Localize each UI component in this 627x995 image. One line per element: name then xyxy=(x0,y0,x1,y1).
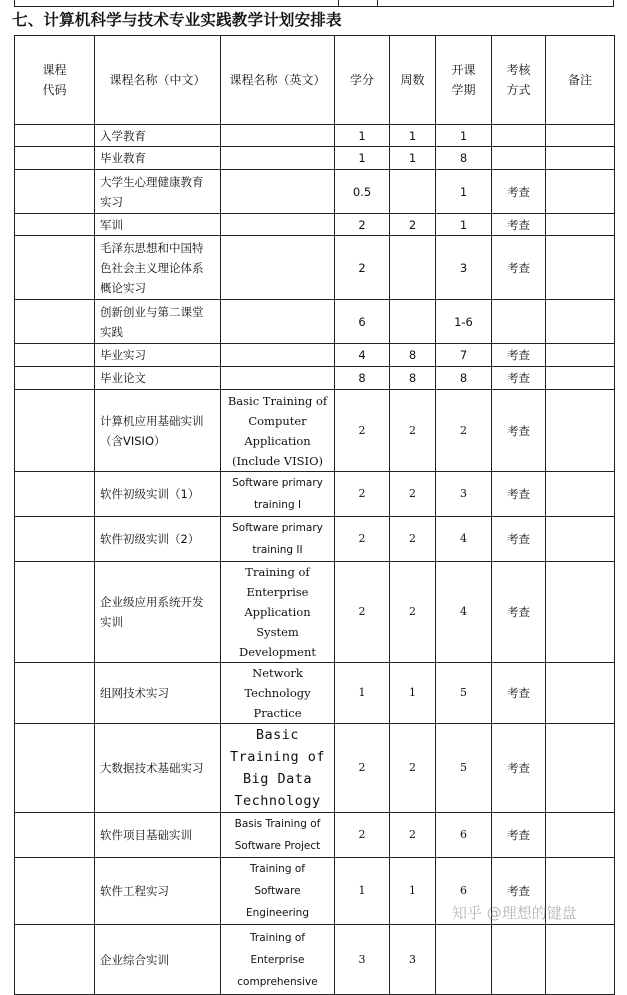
cell-course-name-en: Software primary training I xyxy=(221,472,335,517)
watermark: 知乎 @理想的键盘 xyxy=(452,904,577,922)
table-row xyxy=(15,813,615,858)
table-row xyxy=(15,517,615,562)
cell-course-name-en: Network Technology Practice xyxy=(221,663,335,724)
cell-weeks: 3 xyxy=(390,925,436,995)
cell-term: 4 xyxy=(436,562,492,663)
cell-course-name-cn: 企业级应用系统开发 实训 xyxy=(95,562,221,663)
cell-note xyxy=(546,367,615,390)
cell-exam-method xyxy=(492,147,546,170)
header-course-code: 课程 代码 xyxy=(15,36,95,125)
table-row xyxy=(15,147,615,170)
cell-exam-method: 考查 xyxy=(492,858,546,925)
cell-note xyxy=(546,390,615,472)
cell-term: 8 xyxy=(436,367,492,390)
cell-course-name-en xyxy=(221,147,335,170)
previous-table-divider xyxy=(338,0,339,6)
cell-course-name-en xyxy=(221,214,335,236)
cell-term: 4 xyxy=(436,517,492,562)
cell-term: 6 xyxy=(436,858,492,925)
table-row xyxy=(15,724,615,813)
cell-credit: 2 xyxy=(335,236,390,300)
cell-course-code xyxy=(15,170,95,214)
cell-note xyxy=(546,147,615,170)
header-course-name-cn: 课程名称（中文） xyxy=(95,36,221,125)
cell-note xyxy=(546,236,615,300)
cell-weeks: 1 xyxy=(390,147,436,170)
header-credit: 学分 xyxy=(335,36,390,125)
cell-weeks: 2 xyxy=(390,472,436,517)
cell-weeks xyxy=(390,300,436,344)
cell-weeks: 1 xyxy=(390,858,436,925)
cell-credit: 0.5 xyxy=(335,170,390,214)
cell-course-code xyxy=(15,367,95,390)
cell-course-code xyxy=(15,724,95,813)
cell-weeks: 1 xyxy=(390,125,436,147)
cell-course-name-en xyxy=(221,300,335,344)
cell-credit: 4 xyxy=(335,344,390,367)
cell-credit: 2 xyxy=(335,562,390,663)
cell-course-code xyxy=(15,517,95,562)
cell-course-name-cn: 计算机应用基础实训 （含VISIO） xyxy=(95,390,221,472)
cell-weeks: 8 xyxy=(390,344,436,367)
cell-term xyxy=(436,925,492,995)
table-row xyxy=(15,125,615,147)
cell-credit: 6 xyxy=(335,300,390,344)
cell-term: 6 xyxy=(436,813,492,858)
table-row xyxy=(15,344,615,367)
cell-note xyxy=(546,813,615,858)
cell-exam-method: 考查 xyxy=(492,344,546,367)
header-note: 备注 xyxy=(546,36,615,125)
cell-term: 1 xyxy=(436,214,492,236)
cell-credit: 1 xyxy=(335,147,390,170)
cell-exam-method: 考查 xyxy=(492,367,546,390)
cell-term: 1 xyxy=(436,125,492,147)
cell-course-name-en: Training of Enterprise Application System Development xyxy=(221,562,335,663)
cell-course-name-cn: 软件初级实训（1） xyxy=(95,472,221,517)
table-row xyxy=(15,214,615,236)
cell-weeks: 2 xyxy=(390,390,436,472)
previous-table-divider xyxy=(377,0,378,6)
cell-weeks: 2 xyxy=(390,517,436,562)
cell-course-code xyxy=(15,300,95,344)
cell-term: 2 xyxy=(436,390,492,472)
cell-note xyxy=(546,925,615,995)
cell-weeks: 2 xyxy=(390,214,436,236)
cell-course-name-cn: 软件项目基础实训 xyxy=(95,813,221,858)
table-row xyxy=(15,367,615,390)
cell-note xyxy=(546,517,615,562)
cell-exam-method: 考查 xyxy=(492,472,546,517)
cell-term: 5 xyxy=(436,663,492,724)
cell-exam-method: 考查 xyxy=(492,813,546,858)
cell-credit: 1 xyxy=(335,663,390,724)
cell-course-name-en xyxy=(221,125,335,147)
cell-weeks: 2 xyxy=(390,813,436,858)
cell-note xyxy=(546,170,615,214)
cell-note xyxy=(546,472,615,517)
cell-course-name-en: Training of Enterprise comprehensive xyxy=(221,925,335,995)
cell-course-name-cn: 毕业教育 xyxy=(95,147,221,170)
cell-course-name-cn: 大学生心理健康教育 实习 xyxy=(95,170,221,214)
cell-note xyxy=(546,214,615,236)
cell-course-name-en: Software primary training II xyxy=(221,517,335,562)
table-row xyxy=(15,236,615,300)
cell-credit: 1 xyxy=(335,858,390,925)
cell-term: 7 xyxy=(436,344,492,367)
section-title: 七、计算机科学与技术专业实践教学计划安排表 xyxy=(12,11,342,29)
cell-credit: 8 xyxy=(335,367,390,390)
table-row xyxy=(15,472,615,517)
table-body xyxy=(15,125,615,995)
cell-course-name-cn: 毛泽东思想和中国特 色社会主义理论体系 概论实习 xyxy=(95,236,221,300)
cell-note xyxy=(546,300,615,344)
cell-course-name-en xyxy=(221,236,335,300)
cell-note xyxy=(546,344,615,367)
cell-exam-method xyxy=(492,300,546,344)
cell-exam-method xyxy=(492,125,546,147)
cell-term: 3 xyxy=(436,236,492,300)
cell-course-name-cn: 企业综合实训 xyxy=(95,925,221,995)
cell-course-name-en: Basis Training of Software Project xyxy=(221,813,335,858)
cell-course-name-en: Basic Training of Computer Application (Include VISIO) xyxy=(221,390,335,472)
cell-course-code xyxy=(15,214,95,236)
header-weeks: 周数 xyxy=(390,36,436,125)
cell-weeks xyxy=(390,236,436,300)
cell-term: 3 xyxy=(436,472,492,517)
cell-course-code xyxy=(15,236,95,300)
cell-course-code xyxy=(15,344,95,367)
table-row xyxy=(15,562,615,663)
cell-course-code xyxy=(15,813,95,858)
cell-course-name-en: Basic Training of Big Data Technology xyxy=(221,724,335,813)
cell-weeks xyxy=(390,170,436,214)
cell-course-name-cn: 软件初级实训（2） xyxy=(95,517,221,562)
cell-course-name-cn: 软件工程实习 xyxy=(95,858,221,925)
cell-exam-method: 考查 xyxy=(492,236,546,300)
cell-credit: 2 xyxy=(335,472,390,517)
cell-credit: 2 xyxy=(335,724,390,813)
cell-course-name-en xyxy=(221,367,335,390)
cell-weeks: 8 xyxy=(390,367,436,390)
cell-course-name-cn: 创新创业与第二课堂 实践 xyxy=(95,300,221,344)
cell-term: 5 xyxy=(436,724,492,813)
cell-credit: 2 xyxy=(335,390,390,472)
cell-term: 1 xyxy=(436,170,492,214)
cell-credit: 2 xyxy=(335,214,390,236)
cell-course-name-cn: 大数据技术基础实习 xyxy=(95,724,221,813)
table-row xyxy=(15,170,615,214)
cell-course-code xyxy=(15,925,95,995)
previous-table-bottom xyxy=(14,0,614,7)
cell-course-code xyxy=(15,390,95,472)
cell-exam-method: 考查 xyxy=(492,562,546,663)
table-row xyxy=(15,663,615,724)
cell-exam-method: 考查 xyxy=(492,663,546,724)
cell-course-code xyxy=(15,663,95,724)
cell-course-code xyxy=(15,147,95,170)
header-course-name-en: 课程名称（英文） xyxy=(221,36,335,125)
cell-weeks: 2 xyxy=(390,724,436,813)
cell-credit: 3 xyxy=(335,925,390,995)
cell-note xyxy=(546,663,615,724)
cell-credit: 1 xyxy=(335,125,390,147)
practice-plan-table xyxy=(14,35,615,995)
cell-exam-method: 考查 xyxy=(492,724,546,813)
cell-exam-method xyxy=(492,925,546,995)
cell-note xyxy=(546,562,615,663)
cell-course-code xyxy=(15,472,95,517)
cell-course-name-en xyxy=(221,344,335,367)
table-row xyxy=(15,300,615,344)
cell-term: 8 xyxy=(436,147,492,170)
cell-course-name-cn: 军训 xyxy=(95,214,221,236)
cell-exam-method: 考查 xyxy=(492,214,546,236)
cell-course-name-cn: 组网技术实习 xyxy=(95,663,221,724)
table-header-row xyxy=(15,36,615,125)
cell-course-name-en xyxy=(221,170,335,214)
cell-exam-method: 考查 xyxy=(492,170,546,214)
table-row xyxy=(15,925,615,995)
cell-note xyxy=(546,125,615,147)
cell-course-code xyxy=(15,858,95,925)
cell-credit: 2 xyxy=(335,813,390,858)
header-term: 开课 学期 xyxy=(436,36,492,125)
cell-credit: 2 xyxy=(335,517,390,562)
cell-course-code xyxy=(15,125,95,147)
cell-course-code xyxy=(15,562,95,663)
cell-course-name-en: Training of Software Engineering xyxy=(221,858,335,925)
cell-course-name-cn: 入学教育 xyxy=(95,125,221,147)
cell-exam-method: 考查 xyxy=(492,517,546,562)
cell-exam-method: 考查 xyxy=(492,390,546,472)
cell-note xyxy=(546,724,615,813)
table-row xyxy=(15,390,615,472)
cell-weeks: 1 xyxy=(390,663,436,724)
cell-weeks: 2 xyxy=(390,562,436,663)
cell-term: 1-6 xyxy=(436,300,492,344)
cell-course-name-cn: 毕业实习 xyxy=(95,344,221,367)
header-exam: 考核 方式 xyxy=(492,36,546,125)
cell-course-name-cn: 毕业论文 xyxy=(95,367,221,390)
